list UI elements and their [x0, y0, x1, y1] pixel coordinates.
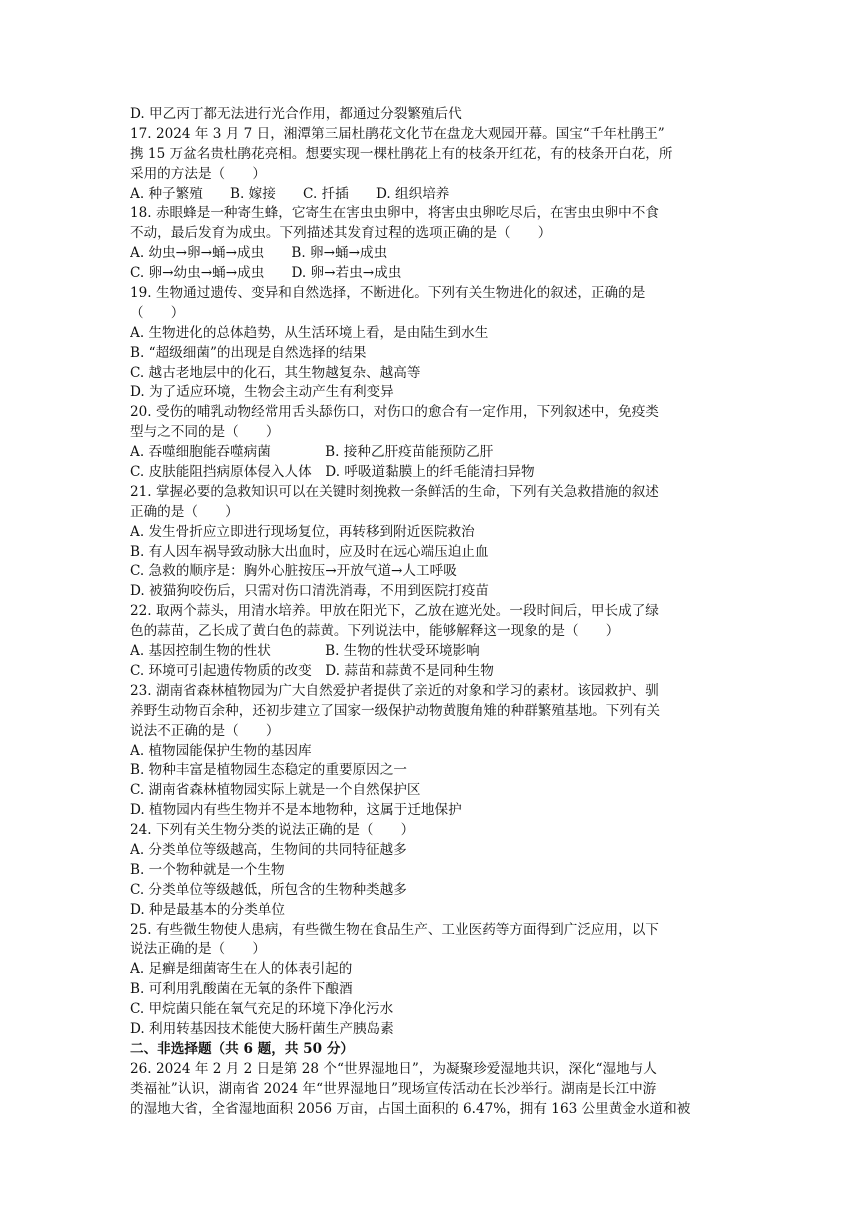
text-line: C. 急救的顺序是：胸外心脏按压→开放气道→人工呼吸 — [130, 563, 457, 580]
text-line: B. 物种丰富是植物园生态稳定的重要原因之一 — [130, 762, 407, 779]
text-line: A. 足癣是细菌寄生在人的体表引起的 — [130, 961, 353, 978]
text-line: 携 15 万盆名贵杜鹃花亮相。想要实现一棵杜鹃花上有的枝条开红花，有的枝条开白花，所 — [130, 145, 673, 162]
text-line: 说法不正确的是（ ） — [130, 722, 280, 739]
text-line: 的湿地大省，全省湿地面积 2056 万亩，占国土面积的 6.47%，拥有 163 公里黄金水道和被 — [130, 1100, 691, 1117]
text-line: D. 种是最基本的分类单位 — [130, 901, 285, 918]
text-line: 21. 掌握必要的急救知识可以在关键时刻挽救一条鲜活的生命，下列有关急救措施的叙述 — [130, 483, 659, 500]
text-line: D. 利用转基因技术能使大肠杆菌生产胰岛素 — [130, 1020, 394, 1037]
text-line: D. 植物园内有些生物并不是本地物种，这属于迁地保护 — [130, 802, 462, 819]
text-line: D. 甲乙丙丁都无法进行光合作用，都通过分裂繁殖后代 — [130, 106, 462, 122]
text-line: A. 生物进化的总体趋势，从生活环境上看，是由陆生到水生 — [130, 324, 489, 341]
text-line: B. “超级细菌”的出现是自然选择的结果 — [130, 344, 367, 361]
text-line: A. 植物园能保护生物的基因库 — [130, 742, 312, 759]
text-line: 20. 受伤的哺乳动物经常用舌头舔伤口，对伤口的愈合有一定作用，下列叙述中，免疫类 — [130, 404, 659, 421]
text-line: （ ） — [130, 304, 185, 321]
text-line: C. 环境可引起遗传物质的改变 D. 蒜苗和蒜黄不是同种生物 — [130, 662, 494, 679]
text-line: A. 吞噬细胞能吞噬病菌 B. 接种乙肝疫苗能预防乙肝 — [130, 444, 494, 461]
text-line: B. 有人因车祸导致动脉大出血时，应及时在远心端压迫止血 — [130, 543, 489, 560]
text-line: 17. 2024 年 3 月 7 日，湘潭第三届杜鹃花文化节在盘龙大观园开幕。国宝“千年杜鹃王” — [130, 125, 665, 142]
text-line: 色的蒜苗，乙长成了黄白色的蒜黄。下列说法中，能够解释这一现象的是（ ） — [130, 623, 620, 640]
text-line: 类福祉”认识，湖南省 2024 年“世界湿地日”现场宣传活动在长沙举行。湖南是长江中游 — [130, 1080, 657, 1097]
text-line: 型与之不同的是（ ） — [130, 424, 280, 441]
text-line: 不动，最后发育为成虫。下列描述其发育过程的选项正确的是（ ） — [130, 225, 552, 242]
text-line: D. 为了适应环境，生物会主动产生有利变异 — [130, 384, 394, 401]
text-line: 24. 下列有关生物分类的说法正确的是（ ） — [130, 822, 415, 839]
text-line: C. 皮肤能阻挡病原体侵入人体 D. 呼吸道黏膜上的纤毛能清扫异物 — [130, 464, 535, 481]
text-line: 养野生动物百余种，还初步建立了国家一级保护动物黄腹角雉的种群繁殖基地。下列有关 — [130, 702, 661, 719]
text-line: 正确的是（ ） — [130, 503, 239, 520]
text-line: 19. 生物通过遗传、变异和自然选择，不断进化。下列有关生物进化的叙述，正确的是 — [130, 285, 646, 302]
text-line: A. 分类单位等级越高，生物间的共同特征越多 — [130, 841, 407, 858]
text-line: 25. 有些微生物使人患病，有些微生物在食品生产、工业医药等方面得到广泛应用，以下 — [130, 921, 659, 938]
text-line: 26. 2024 年 2 月 2 日是第 28 个“世界湿地日”，为凝聚珍爱湿地共识，深化“湿地与人 — [130, 1060, 657, 1077]
text-line: B. 一个物种就是一个生物 — [130, 861, 285, 878]
text-line: 23. 湖南省森林植物园为广大自然爱护者提供了亲近的对象和学习的素材。该园救护、驯 — [130, 682, 659, 699]
text-line: B. 可利用乳酸菌在无氧的条件下酿酒 — [130, 981, 353, 998]
text-line: 22. 取两个蒜头，用清水培养。甲放在阳光下，乙放在遮光处。一段时间后，甲长成了绿 — [130, 603, 659, 620]
text-line: C. 湖南省森林植物园实际上就是一个自然保护区 — [130, 782, 421, 799]
text-line: 18. 赤眼蜂是一种寄生蜂，它寄生在害虫虫卵中，将害虫虫卵吃尽后，在害虫虫卵中不食 — [130, 205, 659, 222]
text-line: C. 甲烷菌只能在氧气充足的环境下净化污水 — [130, 1001, 394, 1018]
text-line: D. 被猫狗咬伤后，只需对伤口清洗消毒，不用到医院打疫苗 — [130, 583, 489, 600]
text-line: A. 幼虫→卵→蛹→成虫 B. 卵→蛹→成虫 — [130, 245, 388, 262]
text-line: A. 基因控制生物的性状 B. 生物的性状受环境影响 — [130, 643, 480, 660]
text-line: A. 发生骨折应立即进行现场复位，再转移到附近医院救治 — [130, 523, 475, 540]
text-line: 采用的方法是（ ） — [130, 165, 266, 182]
text-line: C. 越古老地层中的化石，其生物越复杂、越高等 — [130, 364, 421, 381]
text-line: C. 分类单位等级越低，所包含的生物种类越多 — [130, 881, 407, 898]
section-heading: 二、非选择题（共 6 题，共 50 分） — [130, 1040, 355, 1057]
text-line: C. 卵→幼虫→蛹→成虫 D. 卵→若虫→成虫 — [130, 265, 402, 282]
text-line: A. 种子繁殖 B. 嫁接 C. 扦插 D. 组织培养 — [130, 185, 450, 202]
text-line: 说法正确的是（ ） — [130, 941, 266, 958]
